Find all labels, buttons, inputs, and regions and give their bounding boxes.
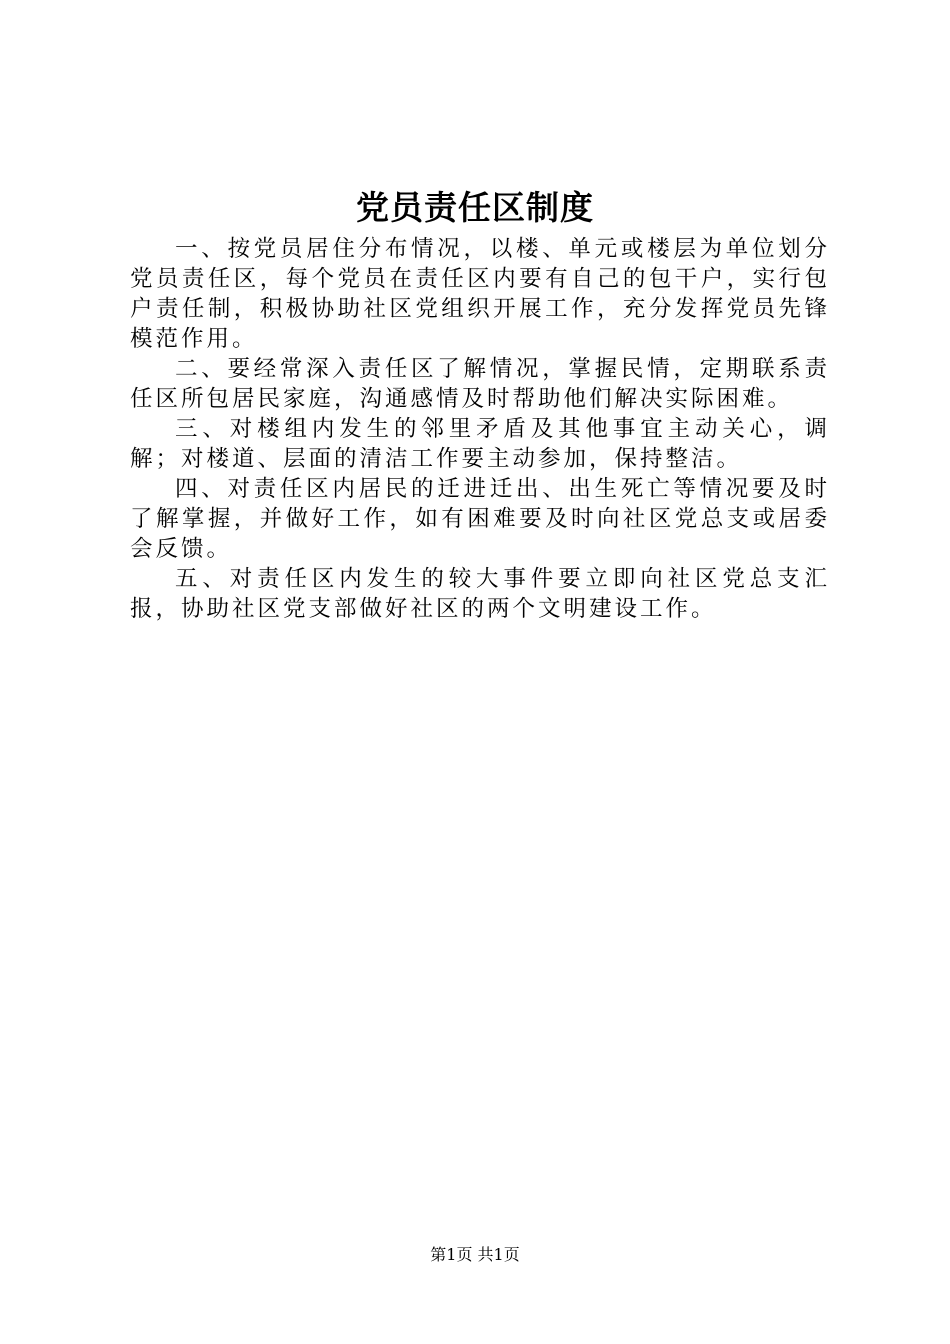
document-title: 党员责任区制度	[356, 188, 594, 227]
paragraph-4: 四、对责任区内居民的迁进迁出、出生死亡等情况要及时了解掌握，并做好工作，如有困难要及时向社区党总支或居委会反馈。	[130, 476, 830, 562]
document-body	[130, 234, 830, 624]
paragraph-5: 五、对责任区内发生的较大事件要立即向社区党总支汇报，协助社区党支部做好社区的两个文明建设工作。	[130, 566, 830, 622]
page-number-footer: 第1页 共1页	[430, 1245, 520, 1264]
paragraph-3: 三、对楼组内发生的邻里矛盾及其他事宜主动关心，调解；对楼道、层面的清洁工作要主动参加，保持整洁。	[130, 416, 830, 472]
paragraph-1: 一、按党员居住分布情况，以楼、单元或楼层为单位划分党员责任区，每个党员在责任区内要有自己的包干户，实行包户责任制，积极协助社区党组织开展工作，充分发挥党员先锋模范作用。	[130, 236, 830, 352]
paragraph-2: 二、要经常深入责任区了解情况，掌握民情，定期联系责任区所包居民家庭，沟通感情及时帮助他们解决实际困难。	[130, 356, 830, 412]
